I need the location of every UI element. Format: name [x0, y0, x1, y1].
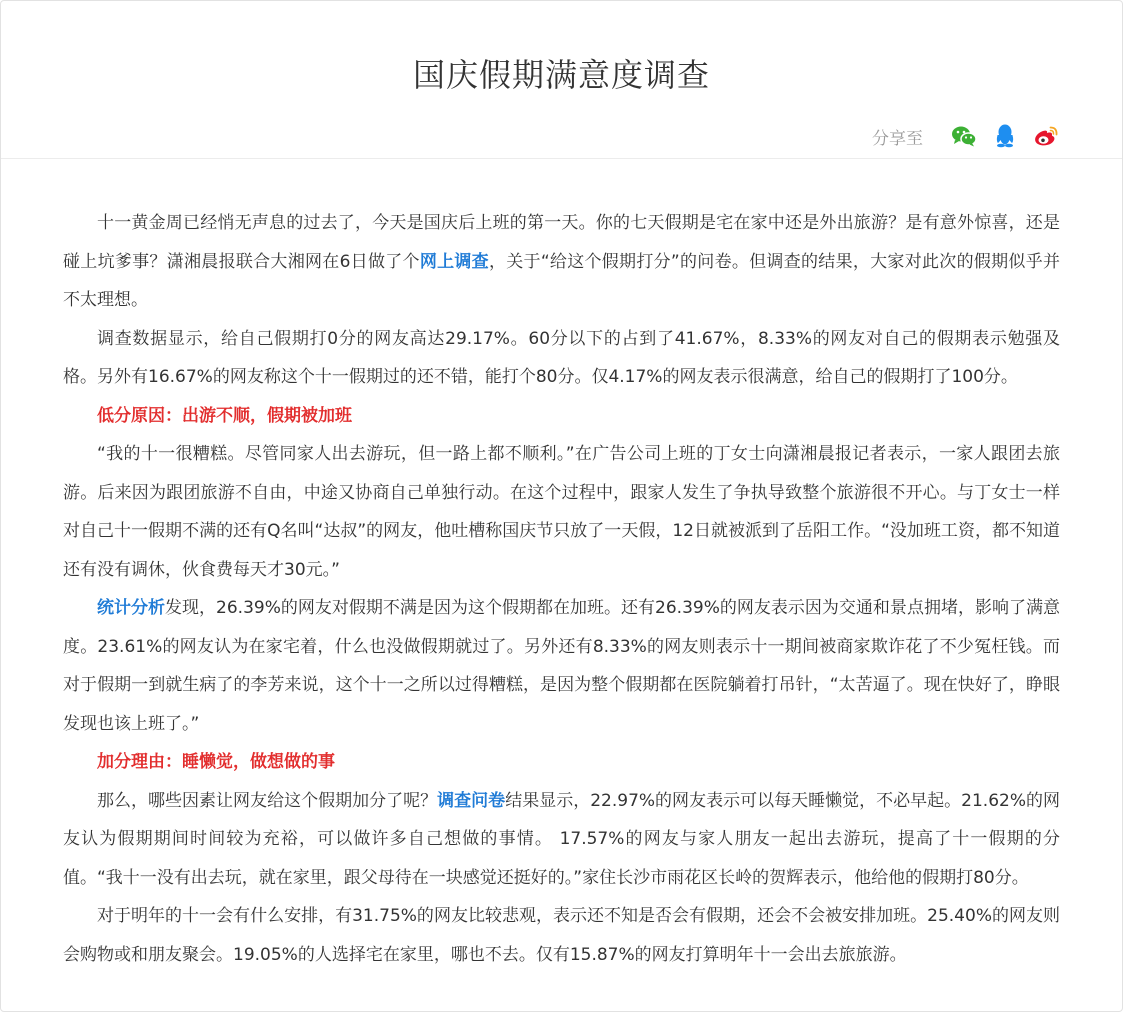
online-survey-link[interactable]: 网上调查: [419, 251, 489, 272]
qq-icon[interactable]: [991, 122, 1019, 150]
subhead-bonus-reason: 加分理由：睡懒觉，做想做的事: [97, 752, 335, 772]
paragraph-text: 那么，哪些因素让网友给这个假期加分了呢？: [97, 790, 438, 811]
paragraph-text: 发现，26.39%的网友对假期不满是因为这个假期都在加班。还有26.39%的网友表示因为交通和景点拥堵，影响了满意度。23.61%的网友认为在家宅着，什么也没做假期就过了。另外还有8.33%的网友则表示十一期间被商家欺诈花了不少冤枉钱。而对于假期一到就生病了的李芳来说，这个十一之所以过得糟糕，是因为整个假期都在医院躺着打吊针，“太苦逼了。现在快好了，睁眼发现也该上班了。”: [63, 598, 1061, 734]
article-body: [1, 159, 1122, 974]
paragraph-ms-ding: “我的十一很糟糕。尽管同家人出去游玩，但一路上都不顺利。”在广告公司上班的丁女士向潇湘晨报记者表示，一家人跟团去旅游。后来因为跟团旅游不自由，中途又协商自己单独行动。在这个过程中，跟家人发生了争执导致整个旅游很不开心。与丁女士一样对自己十一假期不满的还有Q名叫“达叔”的网友，他吐槽称国庆节只放了一天假，12日就被派到了岳阳工作。“没加班工资，都不知道还有没有调休，伙食费每天才30元。”: [63, 444, 1060, 580]
statistics-analysis-link[interactable]: 统计分析: [97, 598, 166, 618]
share-bar: [872, 122, 1060, 150]
paragraph-text: 十一黄金周已经悄无声息的过去了，今天是国庆后上班的第一天。你的七天假期是宅在家中还是外出旅游？是有意外惊喜，还是碰上坑爹事？潇湘晨报联合大湘网在6日做了个: [63, 213, 1060, 272]
wechat-icon[interactable]: [950, 122, 978, 150]
share-label: 分享至: [872, 128, 923, 149]
paragraph-intro: [63, 204, 1060, 320]
survey-questionnaire-link[interactable]: 调查问卷: [437, 790, 506, 811]
subhead-low-score: 低分原因：出游不顺，假期被加班: [97, 405, 352, 426]
paragraph-text: 结果显示，22.97%的网友表示可以每天睡懒觉，不必早起。21.62%的网友认为假期期间时间较为充裕，可以做许多自己想做的事情。 17.57%的网友与家人朋友一起出去游玩，提高了十一假期的分值。“我十一没有出去玩，就在家里，跟父母待在一块感觉还挺好的。”家住长沙市雨花区长岭的贺辉表示，他给他的假期打80分。: [63, 790, 1061, 888]
paragraph-survey-data: 调查数据显示，给自己假期打0分的网友高达29.17%。60分以下的占到了41.67%，8.33%的网友对自己的假期表示勉强及格。另外有16.67%的网友称这个十一假期过的还不错，能打个80分。仅4.17%的网友表示很满意，给自己的假期打了100分。: [63, 328, 1060, 387]
paragraph-text: ，关于“给这个假期打分”的问卷。但调查的结果，大家对此次的假期似乎并不太理想。: [63, 251, 1060, 310]
paragraph-next-year: 对于明年的十一会有什么安排，有31.75%的网友比较悲观，表示还不知是否会有假期，还会不会被安排加班。25.40%的网友则会购物或和朋友聚会。19.05%的人选择宅在家里，哪也不去。仅有15.87%的网友打算明年十一会出去旅旅游。: [63, 906, 1060, 965]
paragraph-statistics: [63, 589, 1060, 743]
weibo-icon[interactable]: [1032, 122, 1060, 150]
paragraph-bonus: [63, 782, 1060, 898]
page-title: 国庆假期满意度调查: [412, 56, 710, 94]
article-header: [1, 1, 1122, 159]
